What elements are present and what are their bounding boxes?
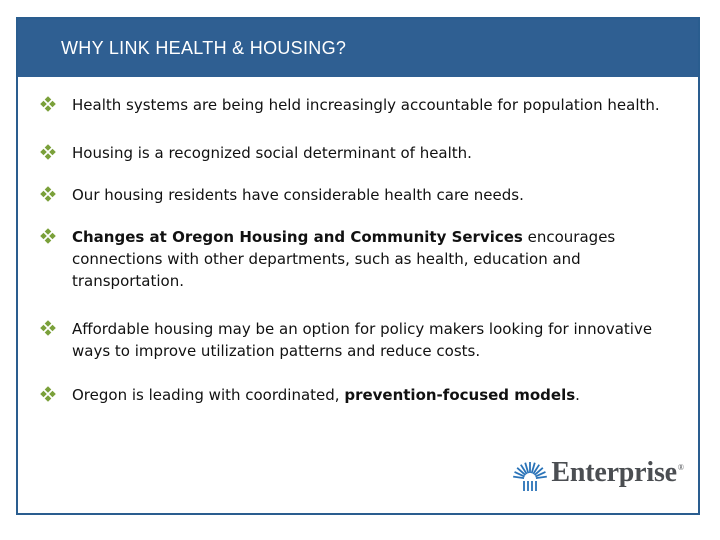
bullet-item [38, 226, 678, 292]
bullet-list [38, 94, 678, 406]
bullet-text: Our housing residents have considerable health care needs. [72, 186, 524, 204]
bullet-item [38, 142, 678, 164]
slide-title: WHY LINK HEALTH & HOUSING? [61, 38, 347, 58]
logo-trademark: ® [677, 463, 684, 472]
bullet-item [38, 94, 678, 116]
slide-frame [16, 17, 700, 515]
bullet-item [38, 184, 678, 206]
logo-text: Enterprise [551, 457, 677, 488]
bullet-item [38, 318, 678, 362]
enterprise-logo-icon [513, 453, 547, 493]
bullet-text-bold: Changes at Oregon Housing and Community Services [72, 228, 523, 246]
bullet-item [38, 384, 678, 406]
bullet-text: Affordable housing may be an option for policy makers looking for innovative ways to improve utilization patterns and reduce costs. [72, 320, 653, 360]
diamond-bullet-icon [40, 144, 56, 160]
diamond-bullet-icon [40, 228, 56, 244]
title-bar [18, 19, 698, 77]
diamond-bullet-icon [40, 320, 56, 336]
bullet-text: encourages connections with other departments, such as health, education and transportation. [72, 228, 616, 290]
enterprise-logo [513, 451, 684, 495]
diamond-bullet-icon [40, 186, 56, 202]
bullet-text-bold: prevention-focused models [344, 386, 576, 404]
bullet-text: Oregon is leading with coordinated, [72, 386, 345, 404]
diamond-bullet-icon [40, 96, 56, 112]
bullet-text: Health systems are being held increasingly accountable for population health. [72, 96, 660, 114]
bullet-text: Housing is a recognized social determinant of health. [72, 144, 472, 162]
diamond-bullet-icon [40, 386, 56, 402]
bullet-text: . [575, 386, 580, 404]
